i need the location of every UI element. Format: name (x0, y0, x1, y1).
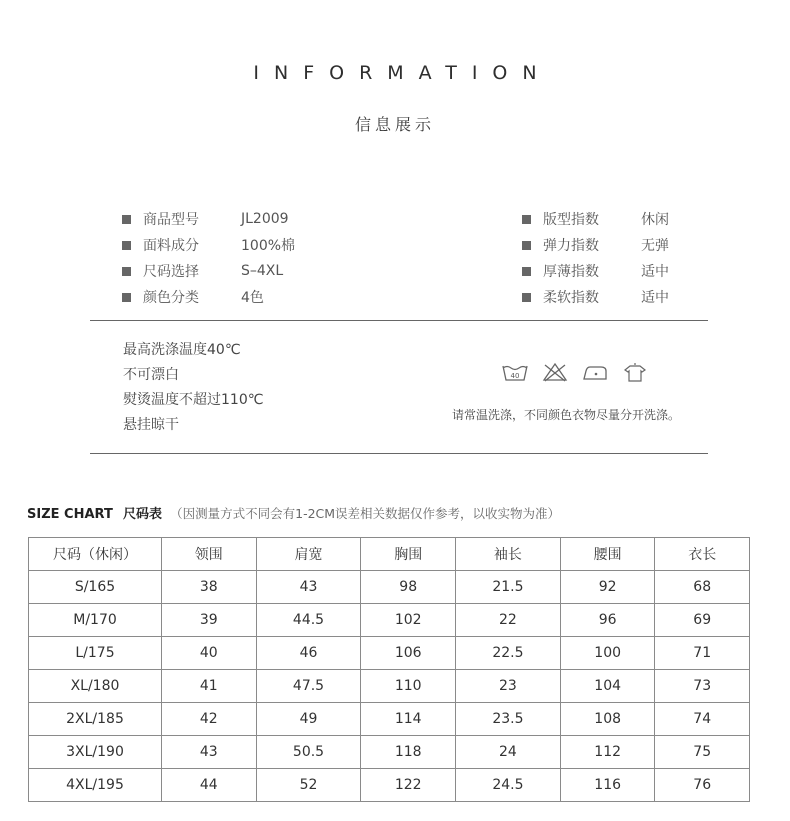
table-cell: 23 (455, 670, 560, 703)
table-cell: 106 (361, 637, 456, 670)
table-row (29, 637, 750, 670)
table-cell: 24 (455, 736, 560, 769)
divider-top (90, 320, 708, 321)
table-cell: 116 (560, 769, 655, 802)
table-cell: L/175 (29, 637, 162, 670)
table-cell: 108 (560, 703, 655, 736)
bullet-square-icon (522, 293, 531, 302)
table-cell: 75 (655, 736, 750, 769)
info-row (122, 232, 295, 258)
care-item: 熨烫温度不超过110℃ (123, 392, 264, 408)
wash-temp-label: 40 (510, 372, 520, 380)
info-value: S–4XL (241, 263, 284, 279)
info-label: 颜色分类 (143, 290, 199, 306)
table-row (29, 703, 750, 736)
bullet-square-icon (122, 293, 131, 302)
column-header: 衣长 (655, 538, 750, 571)
table-cell: 21.5 (455, 571, 560, 604)
size-chart-title-cn: 尺码表 (122, 507, 162, 522)
table-cell: 23.5 (455, 703, 560, 736)
table-cell: 41 (162, 670, 257, 703)
size-chart-title-en: SIZE CHART (27, 507, 113, 522)
info-label: 版型指数 (543, 212, 599, 228)
column-header: 肩宽 (256, 538, 361, 571)
info-label: 柔软指数 (543, 290, 599, 306)
table-cell: 40 (162, 637, 257, 670)
care-item: 悬挂晾干 (123, 417, 179, 433)
table-cell: 92 (560, 571, 655, 604)
table-cell: 118 (361, 736, 456, 769)
table-cell: 22.5 (455, 637, 560, 670)
table-row (29, 736, 750, 769)
info-value: JL2009 (241, 211, 289, 227)
info-value: 4色 (241, 290, 264, 306)
info-label: 弹力指数 (543, 238, 599, 254)
column-header: 腰围 (560, 538, 655, 571)
info-row (122, 206, 295, 232)
size-chart-note: （因测量方式不同会有1-2CM误差相关数据仅作参考，以收实物为准） (170, 506, 561, 521)
column-header: 袖长 (455, 538, 560, 571)
table-cell: 49 (256, 703, 361, 736)
table-cell: 44.5 (256, 604, 361, 637)
table-cell: 22 (455, 604, 560, 637)
table-cell: 43 (162, 736, 257, 769)
info-row (122, 258, 295, 284)
bullet-square-icon (522, 241, 531, 250)
bullet-square-icon (122, 241, 131, 250)
table-cell: 76 (655, 769, 750, 802)
table-row (29, 571, 750, 604)
table-cell: 38 (162, 571, 257, 604)
table-cell: 39 (162, 604, 257, 637)
bullet-square-icon (522, 215, 531, 224)
table-cell: 69 (655, 604, 750, 637)
no-bleach-icon (542, 362, 568, 382)
wash-note: 请常温洗涤，不同颜色衣物尽量分开洗涤。 (452, 408, 681, 422)
table-cell: 44 (162, 769, 257, 802)
product-info-right (522, 206, 669, 310)
table-cell: 46 (256, 637, 361, 670)
table-cell: 47.5 (256, 670, 361, 703)
table-cell: 122 (361, 769, 456, 802)
table-cell: 43 (256, 571, 361, 604)
table-cell: 96 (560, 604, 655, 637)
info-row (522, 284, 669, 310)
table-cell: 102 (361, 604, 456, 637)
care-icons (502, 362, 648, 382)
size-chart-heading (27, 503, 560, 522)
bullet-square-icon (122, 267, 131, 276)
table-cell: 50.5 (256, 736, 361, 769)
bullet-square-icon (122, 215, 131, 224)
page-subtitle: 信息展示 (354, 115, 435, 134)
table-cell: 42 (162, 703, 257, 736)
info-label: 商品型号 (143, 212, 199, 228)
table-cell: 73 (655, 670, 750, 703)
table-row (29, 769, 750, 802)
info-label: 面料成分 (143, 238, 199, 254)
care-item: 不可漂白 (123, 367, 179, 383)
product-info-left (122, 206, 295, 310)
table-cell: 110 (361, 670, 456, 703)
column-header: 领围 (162, 538, 257, 571)
info-row (522, 232, 669, 258)
table-row (29, 604, 750, 637)
divider-bottom (90, 453, 708, 454)
table-cell: 4XL/195 (29, 769, 162, 802)
table-cell: 114 (361, 703, 456, 736)
info-row (122, 284, 295, 310)
page-title: INFORMATION (253, 62, 552, 84)
table-cell: 71 (655, 637, 750, 670)
wash-40-icon (502, 362, 528, 382)
info-row (522, 258, 669, 284)
care-instructions (123, 338, 263, 438)
table-cell: M/170 (29, 604, 162, 637)
info-value: 适中 (641, 290, 669, 306)
column-header: 尺码（休闲） (29, 538, 162, 571)
table-cell: 74 (655, 703, 750, 736)
table-cell: 104 (560, 670, 655, 703)
size-table-header (29, 538, 750, 571)
info-value: 无弹 (641, 238, 669, 254)
info-value: 100%棉 (241, 238, 296, 254)
table-cell: 2XL/185 (29, 703, 162, 736)
table-cell: 98 (361, 571, 456, 604)
info-row (522, 206, 669, 232)
table-cell: XL/180 (29, 670, 162, 703)
info-label: 尺码选择 (143, 264, 199, 280)
iron-low-icon (582, 362, 608, 382)
hang-dry-icon (622, 362, 648, 382)
table-cell: 52 (256, 769, 361, 802)
column-header: 胸围 (361, 538, 456, 571)
table-cell: 100 (560, 637, 655, 670)
info-value: 休闲 (641, 212, 669, 228)
table-cell: 3XL/190 (29, 736, 162, 769)
info-value: 适中 (641, 264, 669, 280)
bullet-square-icon (522, 267, 531, 276)
size-table (28, 537, 750, 802)
info-label: 厚薄指数 (543, 264, 599, 280)
table-row (29, 670, 750, 703)
table-cell: 112 (560, 736, 655, 769)
table-cell: S/165 (29, 571, 162, 604)
table-cell: 24.5 (455, 769, 560, 802)
table-cell: 68 (655, 571, 750, 604)
care-item: 最高洗涤温度40℃ (123, 342, 241, 358)
